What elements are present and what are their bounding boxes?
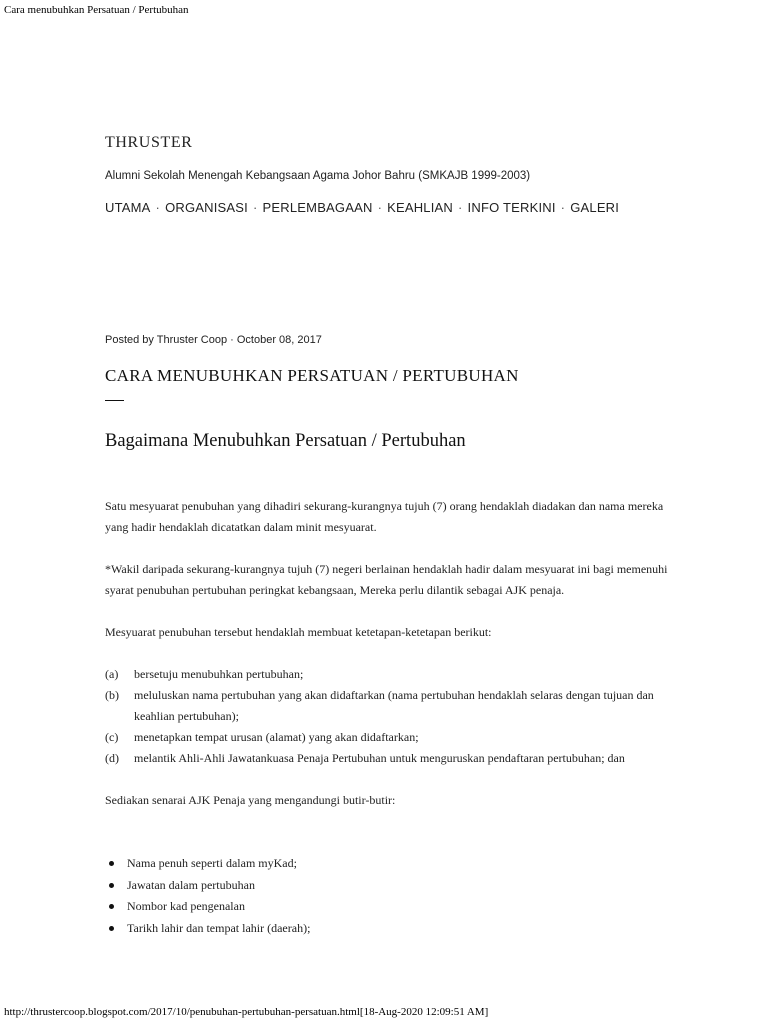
list-item: Nama penuh seperti dalam myKad; [127,853,680,875]
site-description: Alumni Sekolah Menengah Kebangsaan Agama Johor Bahru (SMKAJB 1999-2003) [105,170,531,182]
nav-separator: · [155,200,161,215]
paragraph-2: *Wakil daripada sekurang-kurangnya tujuh (7) negeri berlainan hendaklah hadir dalam mesyuarat ini bagi memenuhi syarat penubuhan pertubuhan peringkat kebangsaan, Mereka perlu dilantik sebagai AJK penaja. [105,562,668,597]
nav-item-perlembagaan[interactable]: PERLEMBAGAAN [262,200,373,215]
paragraph-1: Satu mesyuarat penubuhan yang dihadiri sekurang-kurangnya tujuh (7) orang hendaklah diadakan dan nama mereka yang hadir hendaklah dicatatkan dalam minit mesyuarat. [105,499,664,534]
resolution-item [105,664,680,685]
resolution-label: (d) [105,751,119,765]
resolution-label: (b) [105,688,119,702]
resolution-item [105,727,680,748]
print-footer-url: http://thrustercoop.blogspot.com/2017/10/penubuhan-pertubuhan-persatuan.html[18-Aug-2020 12:09:51 AM] [4,1006,489,1018]
resolution-item [105,748,680,769]
resolution-text: melantik Ahli-Ahli Jawatankuasa Penaja Pertubuhan untuk menguruskan pendaftaran pertubuhan; dan [134,751,625,765]
nav-separator: · [560,200,566,215]
resolution-text: menetapkan tempat urusan (alamat) yang akan didaftarkan; [134,730,419,744]
nav-separator: · [253,200,258,215]
resolution-label: (c) [105,730,119,744]
print-header: Cara menubuhkan Persatuan / Pertubuhan [4,4,189,16]
site-title[interactable]: THRUSTER [105,134,193,151]
nav-item-utama[interactable]: UTAMA [105,200,151,215]
list-item: Nombor kad pengenalan [127,896,680,918]
nav-separator: · [377,200,383,215]
post-title: CARA MENUBUHKAN PERSATUAN / PERTUBUHAN [105,366,519,385]
paragraph-3: Mesyuarat penubuhan tersebut hendaklah membuat ketetapan-ketetapan berikut: [105,625,492,639]
main-nav [105,200,619,215]
nav-separator: · [458,200,463,215]
list-item: Tarikh lahir dan tempat lahir (daerah); [127,918,680,940]
post-subtitle: Bagaimana Menubuhkan Persatuan / Pertubuhan [105,431,466,451]
resolution-item [105,685,680,727]
list-item: Jawatan dalam pertubuhan [127,875,680,897]
post-meta: Posted by Thruster Coop · October 08, 2017 [105,334,322,346]
post-body [105,496,680,939]
resolution-text: meluluskan nama pertubuhan yang akan didaftarkan (nama pertubuhan hendaklah selaras dengan tujuan dan keahlian pertubuhan); [134,688,654,723]
nav-item-keahlian[interactable]: KEAHLIAN [387,200,454,215]
nav-item-organisasi[interactable]: ORGANISASI [165,200,248,215]
resolution-text: bersetuju menubuhkan pertubuhan; [134,667,304,681]
paragraph-4: Sediakan senarai AJK Penaja yang mengandungi butir-butir: [105,793,396,807]
title-divider [105,400,124,401]
resolution-label: (a) [105,667,119,681]
nav-item-galeri[interactable]: GALERI [570,200,620,215]
nav-item-info-terkini[interactable]: INFO TERKINI [467,200,556,215]
bullet-list [105,853,680,939]
